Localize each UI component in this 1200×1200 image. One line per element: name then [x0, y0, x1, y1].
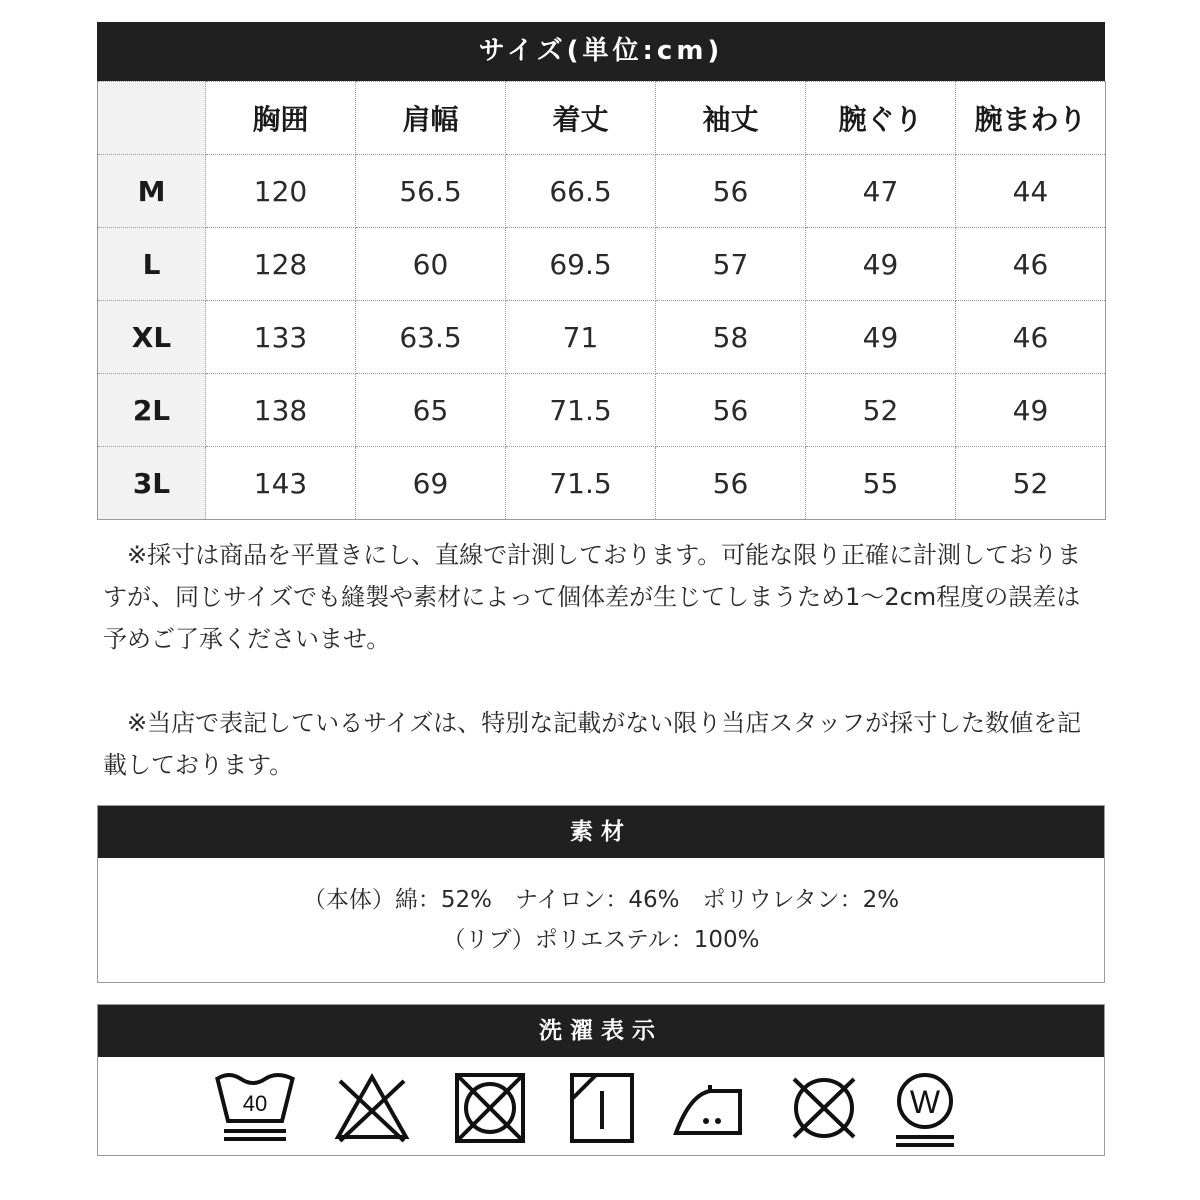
- size-table-title: サイズ(単位:cm): [97, 22, 1105, 81]
- table-cell: 58: [656, 301, 806, 374]
- iron-medium-icon: [670, 1071, 750, 1145]
- table-row: [98, 447, 1106, 520]
- table-cell: 49: [806, 301, 956, 374]
- washing-section: [97, 1004, 1105, 1156]
- table-cell: 138: [206, 374, 356, 447]
- column-header: 袖丈: [656, 82, 806, 155]
- table-cell: 69.5: [506, 228, 656, 301]
- table-cell: 71: [506, 301, 656, 374]
- column-header: 着丈: [506, 82, 656, 155]
- washing-title: 洗濯表示: [98, 1005, 1104, 1057]
- table-cell: 46: [956, 301, 1106, 374]
- measurement-notes: [103, 534, 1103, 786]
- table-cell: 63.5: [356, 301, 506, 374]
- table-row: [98, 155, 1106, 228]
- note-paragraph: ※採寸は商品を平置きにし、直線で計測しております。可能な限り正確に計測しておりますが、同じサイズでも縫製や素材によって個体差が生じてしまうため1～2cm程度の誤差は予めご了承くださいませ。: [103, 541, 1082, 653]
- table-cell: 47: [806, 155, 956, 228]
- table-cell: 69: [356, 447, 506, 520]
- wash-temp-label: 40: [242, 1091, 268, 1116]
- table-cell: 49: [806, 228, 956, 301]
- table-cell: 143: [206, 447, 356, 520]
- table-cell: 65: [356, 374, 506, 447]
- table-cell: 133: [206, 301, 356, 374]
- table-cell: 56: [656, 447, 806, 520]
- no-bleach-icon: [332, 1071, 412, 1145]
- no-dry-clean-icon: [786, 1071, 862, 1145]
- table-cell: 56: [656, 374, 806, 447]
- table-cell: 49: [956, 374, 1106, 447]
- material-body: [98, 858, 1104, 960]
- size-label: L: [98, 228, 206, 301]
- note-paragraph: ※当店で表記しているサイズは、特別な記載がない限り当店スタッフが採寸した数値を記載しております。: [103, 709, 1082, 779]
- table-cell: 71.5: [506, 447, 656, 520]
- table-row: [98, 374, 1106, 447]
- table-cell: 56.5: [356, 155, 506, 228]
- material-section: [97, 805, 1105, 983]
- column-header: 胸囲: [206, 82, 356, 155]
- table-cell: 56: [656, 155, 806, 228]
- table-cell: 52: [806, 374, 956, 447]
- table-cell: 128: [206, 228, 356, 301]
- column-header: 腕ぐり: [806, 82, 956, 155]
- table-cell: 52: [956, 447, 1106, 520]
- drip-dry-shade-icon: [568, 1071, 636, 1145]
- material-line: （リブ）ポリエステル：100%: [442, 927, 760, 953]
- size-label: 2L: [98, 374, 206, 447]
- size-table-section: [97, 22, 1105, 520]
- table-row: [98, 301, 1106, 374]
- table-cell: 66.5: [506, 155, 656, 228]
- material-title: 素材: [98, 806, 1104, 858]
- table-cell: 57: [656, 228, 806, 301]
- wet-clean-gentle-icon: [890, 1071, 960, 1151]
- wash-40-icon: [214, 1071, 296, 1145]
- column-header: 腕まわり: [956, 82, 1106, 155]
- size-label: XL: [98, 301, 206, 374]
- care-icons: [98, 1057, 1104, 1157]
- size-table-corner: [98, 82, 206, 155]
- table-cell: 46: [956, 228, 1106, 301]
- size-table-header-row: [98, 82, 1106, 155]
- table-cell: 71.5: [506, 374, 656, 447]
- size-label: M: [98, 155, 206, 228]
- column-header: 肩幅: [356, 82, 506, 155]
- material-line: （本体）綿：52% ナイロン：46% ポリウレタン：2%: [302, 887, 900, 913]
- size-label: 3L: [98, 447, 206, 520]
- table-cell: 55: [806, 447, 956, 520]
- wet-clean-label: W: [909, 1084, 941, 1120]
- size-table: [97, 81, 1106, 520]
- table-cell: 44: [956, 155, 1106, 228]
- table-row: [98, 228, 1106, 301]
- table-cell: 120: [206, 155, 356, 228]
- no-tumble-dry-icon: [453, 1071, 527, 1145]
- table-cell: 60: [356, 228, 506, 301]
